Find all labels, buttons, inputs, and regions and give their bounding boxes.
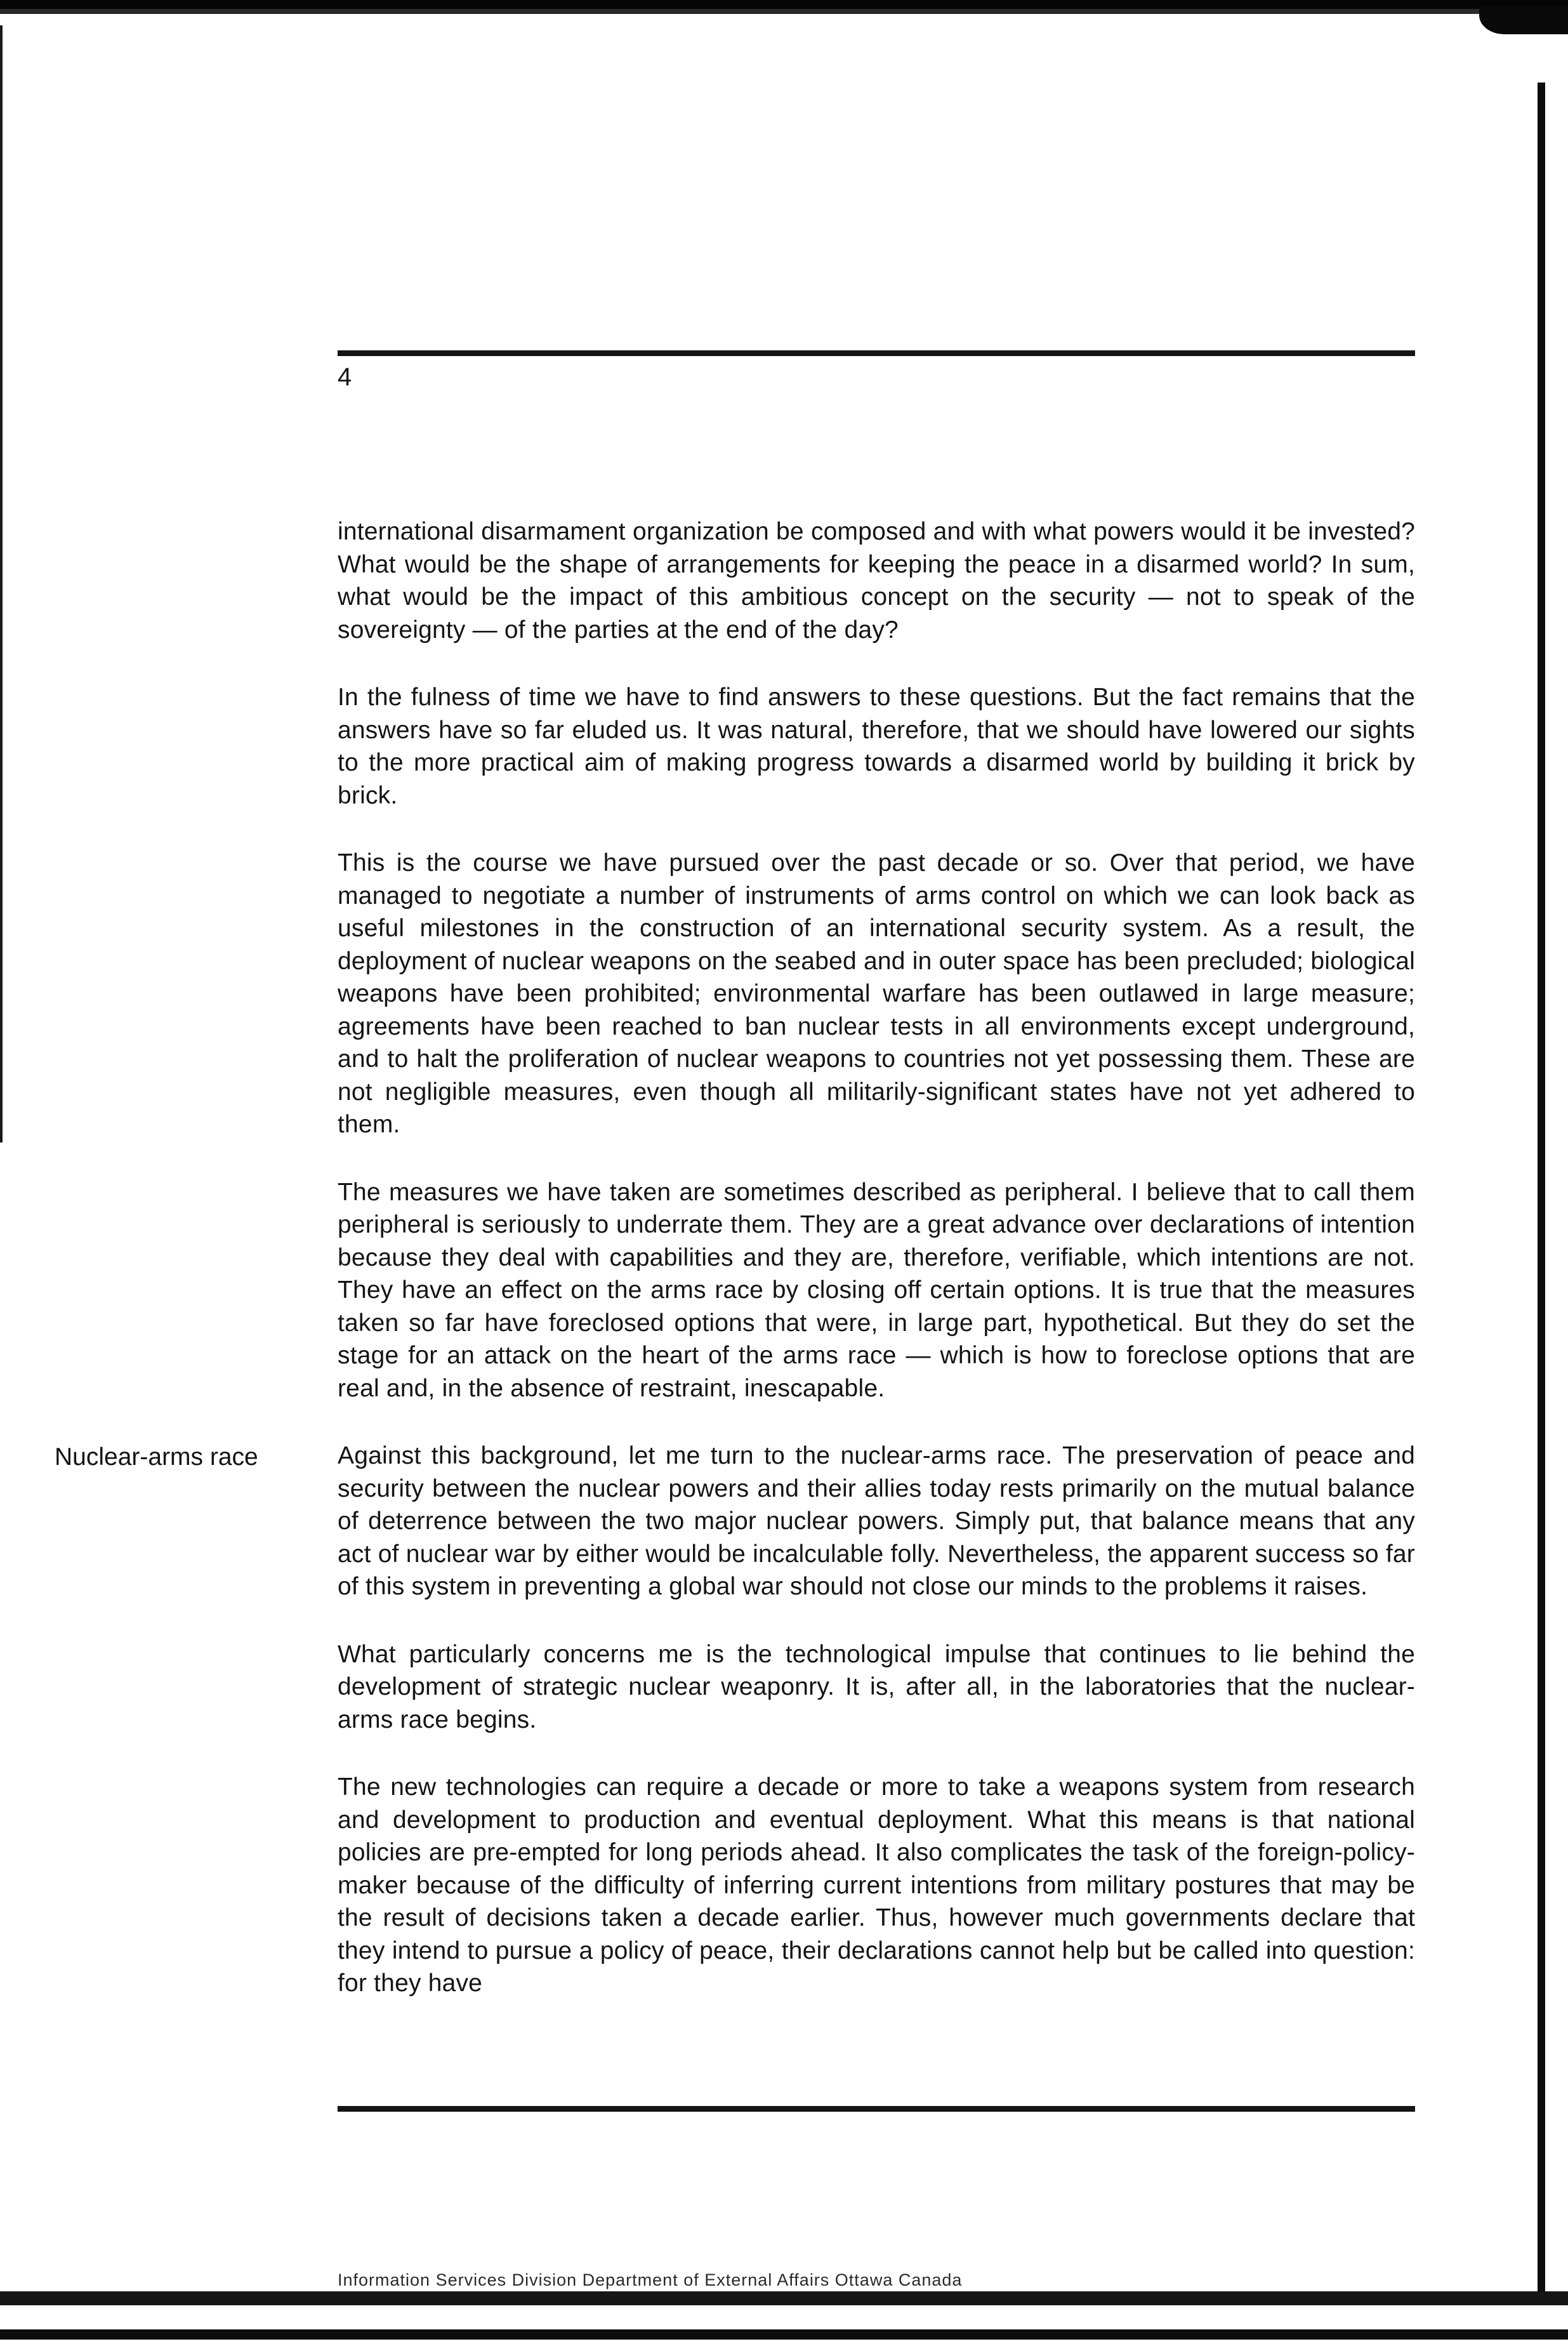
paragraph: Against this background, let me turn to the nuclear-arms race. The preservation of peace and security between the nuclear powers and their allies today rests primarily on the mutual balance of deterrence between the two major nuclear powers. Simply put, that balance means that any act of nuclear war by either would be incalculable folly. Nevertheless, the apparent success so far of this system in preventing a global war should not close our minds to the problems it raises. <box>338 1442 1415 1600</box>
margin-heading: Nuclear-arms race <box>55 1443 258 1471</box>
paragraph: What particularly concerns me is the technological impulse that continues to lie behind the development of strategic nuclear weaponry. It is, after all, in the laboratories that the nuclear-arms race begins. <box>338 1640 1415 1733</box>
scan-border-right <box>1538 83 1545 2291</box>
footer-rule <box>338 2106 1415 2112</box>
scan-border-corner <box>1479 6 1568 34</box>
paragraph: This is the course we have pursued over the past decade or so. Over that period, we have managed to negotiate a number of instruments of arms control on which we can look back as useful milestones in the construction of an international security system. As a result, the deployment of nuclear weapons on the seabed and in outer space has been precluded; biological weapons have been prohibited; environmental warfare has been outlawed in large measure; agreements have been reached to ban nuclear tests in all environments except underground, and to halt the proliferation of nuclear weapons to countries not yet possessing them. These are not negligible measures, even though all militarily-significant states have not yet adhered to them. <box>338 849 1415 1138</box>
page-footer: Information Services Division Department of External Affairs Ottawa Canada <box>338 2270 963 2289</box>
paragraph: The new technologies can require a decade or more to take a weapons system from research and development to production and eventual deployment. What this means is that national policies are pre-empted for long periods ahead. It also complicates the task of the foreign-policy-maker because of the difficulty of inferring current intentions from military postures that may be the result of decisions taken a decade earlier. Thus, however much governments declare that they intend to pursue a policy of peace, their declarations cannot help but be called into question: for they have <box>338 1773 1415 1997</box>
page-number: 4 <box>338 363 352 391</box>
paragraph: The measures we have taken are sometimes described as peripheral. I believe that to call them peripheral is seriously to underrate them. They are a great advance over declarations of intention because they deal with capabilities and they are, therefore, verifiable, which intentions are not. They have an effect on the arms race by closing off certain options. It is true that the measures taken so far have foreclosed options that were, in large part, hypothetical. But they do set the stage for an attack on the heart of the arms race — which is how to foreclose options that are real and, in the absence of restraint, inescapable. <box>338 1178 1415 1402</box>
scan-border-bottom <box>0 2291 1568 2351</box>
scan-border-left <box>0 25 3 1142</box>
paragraph: international disarmament organization be composed and with what powers would it be invested? What would be the shape of arrangements for keeping the peace in a disarmed world? In sum, what would be the impact of this ambitious concept on the security — not to speak of the sovereignty — of the parties at the end of the day? <box>338 518 1415 644</box>
scan-border-top <box>0 0 1568 25</box>
paragraph: In the fulness of time we have to find answers to these questions. But the fact remains that the answers have so far eluded us. It was natural, therefore, that we should have lowered our sights to the more practical aim of making progress towards a disarmed world by building it brick by brick. <box>338 684 1415 809</box>
header-rule <box>338 350 1415 356</box>
body-text <box>338 515 1415 2035</box>
